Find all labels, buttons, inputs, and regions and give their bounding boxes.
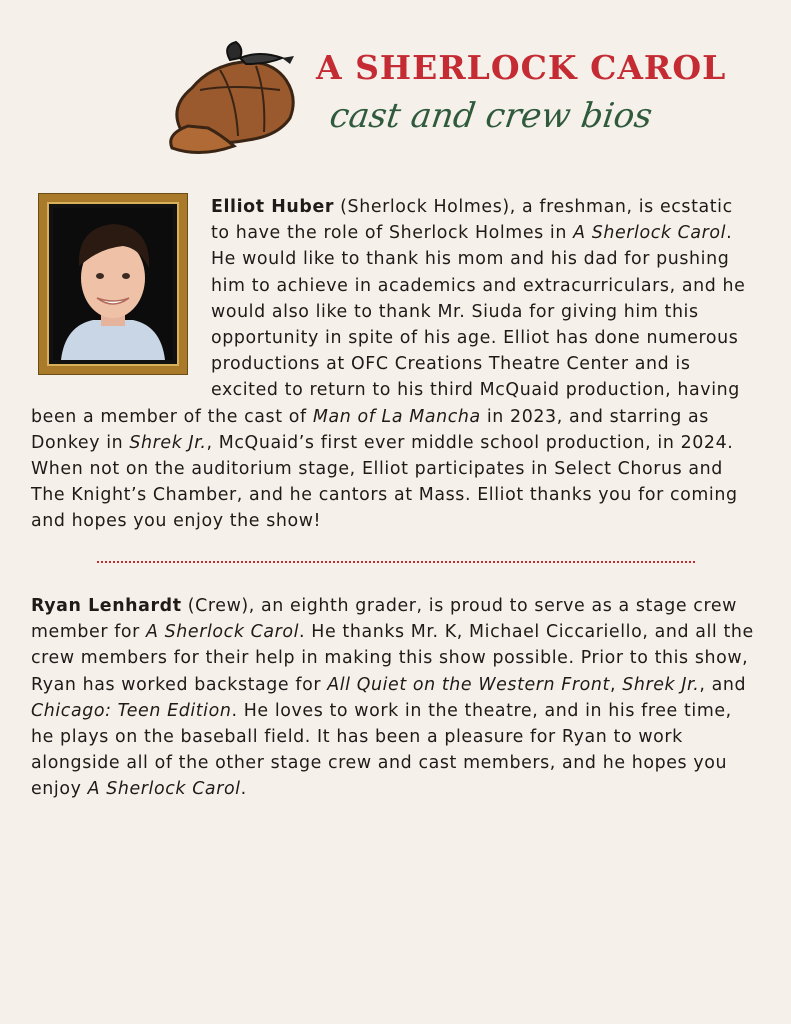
show-title: Chicago: Teen Edition [31,700,232,721]
show-title: A Sherlock Carol [573,223,727,244]
bio-name: Ryan Lenhardt [31,596,182,616]
section-divider [97,561,695,563]
deerstalker-hat-icon [160,36,300,156]
page-subtitle: cast and crew bios [327,96,655,136]
headshot-photo [53,208,173,360]
show-title: A Sherlock Carol [146,622,300,643]
show-title: All Quiet on the Western Front [327,674,610,695]
bio-name: Elliot Huber [211,197,335,217]
show-title: Man of La Mancha [312,406,481,427]
page-title: A SHERLOCK CAROL [316,48,727,87]
bio-elliot-huber: Elliot Huber (Sherlock Holmes), a freshman, is ecstatic to have the role of Sherlock Holmes in A Sherlock Carol. He would like to thank his mom and his dad for pushing him to achieve in academics and extracurriculars, and he would also like to thank Mr. Siuda for giving him this opportunity in spite of his age. Elliot has done numerous productions at OFC Creations Theatre Center and is excited to return to his third McQuaid production, having been a member of the cast of Man of La Mancha in 2023, and starring as Donkey in Shrek Jr., McQuaid’s first ever middle school production, in 2024. When not on the auditorium stage, Elliot participates in Select Chorus and The Knight’s Chamber, and he cantors at Mass. Elliot thanks you for coming and hopes you enjoy the show! [31,194,757,535]
header [160,36,727,156]
show-title: Shrek Jr. [129,432,207,453]
bio-ryan-lenhardt: Ryan Lenhardt (Crew), an eighth grader, is proud to serve as a stage crew member for A Sherlock Carol. He thanks Mr. K, Michael Ciccariello, and all the crew members for their help in making this show possible. Prior to this show, Ryan has worked backstage for All Quiet on the Western Front, Shrek Jr., and Chicago: Teen Edition. He loves to work in the theatre, and in his free time, he plays on the baseball field. It has been a pleasure for Ryan to work alongside all of the other stage crew and cast members, and he hopes you enjoy A Sherlock Carol. [31,596,754,800]
portrait-frame [39,194,187,374]
show-title: A Sherlock Carol [87,779,241,800]
show-title: Shrek Jr. [622,674,700,695]
